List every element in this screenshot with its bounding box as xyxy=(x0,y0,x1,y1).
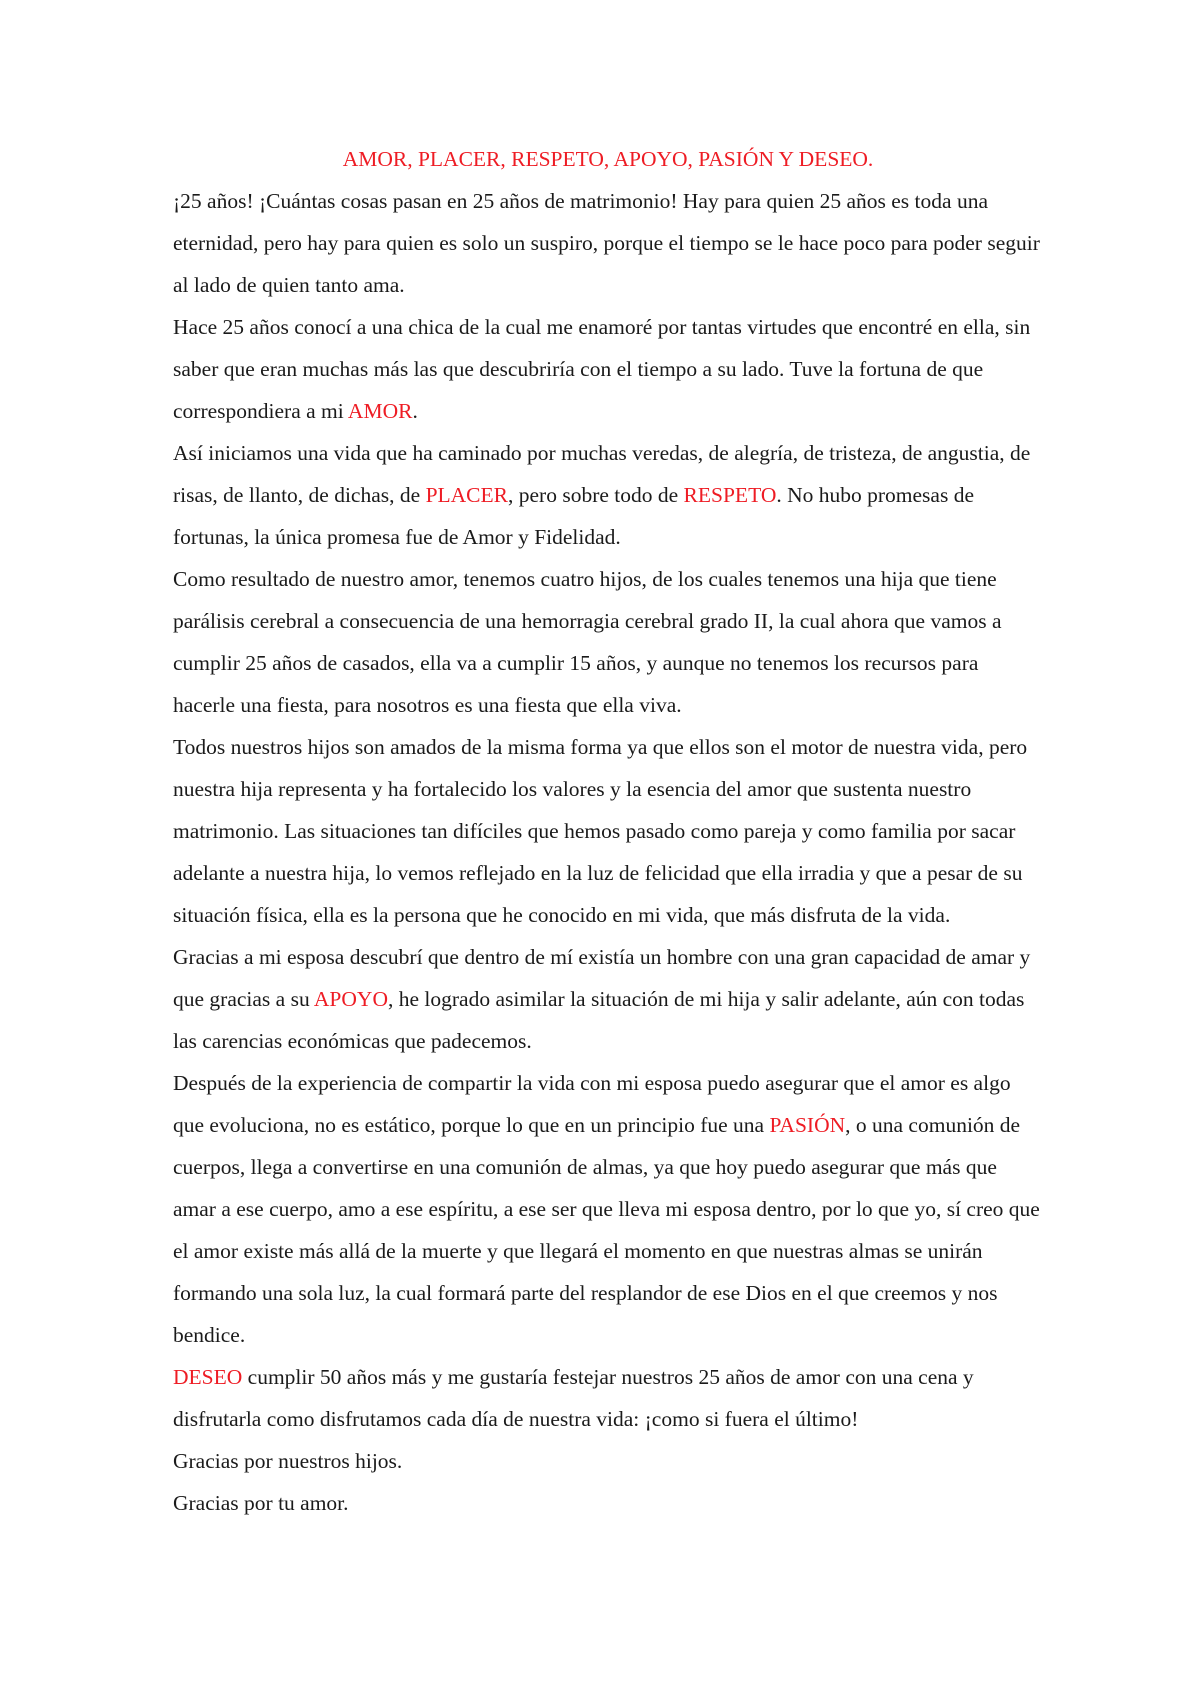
paragraph-text: , he logrado asimilar la situación de mi hija y salir adelante, aún con todas las carencias económicas que padecemos. xyxy=(173,987,1025,1053)
highlight-respeto: RESPETO xyxy=(683,483,777,507)
document-title: AMOR, PLACER, RESPETO, APOYO, PASIÓN Y DESEO. xyxy=(342,147,874,171)
closing-line-children: Gracias por nuestros hijos. xyxy=(173,1449,403,1473)
highlight-pasion: PASIÓN xyxy=(769,1113,846,1137)
paragraph-text: Así iniciamos una vida que ha caminado por muchas veredas, de alegría, de tristeza, de angustia, de risas, de llanto, de dichas, de xyxy=(173,441,1031,507)
paragraph-text: . No hubo promesas de fortunas, la única promesa fue de Amor y Fidelidad. xyxy=(173,483,974,549)
paragraph-text: , pero sobre todo de xyxy=(508,483,684,507)
highlight-apoyo: APOYO xyxy=(313,987,388,1011)
document-body xyxy=(173,138,1043,1524)
paragraph-wish xyxy=(173,1356,1043,1440)
paragraph-text: . xyxy=(412,399,418,423)
paragraph-life-together xyxy=(173,432,1043,558)
highlight-amor: AMOR xyxy=(347,399,413,423)
paragraph-text: Gracias a mi esposa descubrí que dentro de mí existía un hombre con una gran capacidad de amar y que gracias a su xyxy=(173,945,1031,1011)
paragraph-daughter: Todos nuestros hijos son amados de la misma forma ya que ellos son el motor de nuestra vida, pero nuestra hija representa y ha fortalecido los valores y la esencia del amor que sustenta nuestro matrimonio. Las situaciones tan difíciles que hemos pasado como pareja y como familia por sacar adelante a nuestra hija, lo vemos reflejado en la luz de felicidad que ella irradia y que a pesar de su situación física, ella es la persona que he conocido en mi vida, que más disfruta de la vida. xyxy=(173,735,1028,927)
paragraph-intro: ¡25 años! ¡Cuántas cosas pasan en 25 años de matrimonio! Hay para quien 25 años es toda una eternidad, pero hay para quien es solo un suspiro, porque el tiempo se le hace poco para poder seguir al lado de quien tanto ama. xyxy=(173,189,1040,297)
highlight-placer: PLACER xyxy=(425,483,508,507)
paragraph-text: , o una comunión de cuerpos, llega a convertirse en una comunión de almas, ya que hoy puedo asegurar que más que amar a ese cuerpo, amo a ese espíritu, a ese ser que lleva mi esposa dentro, por lo que yo, sí creo que el amor existe más allá de la muerte y que llegará el momento en que nuestras almas se unirán formando una sola luz, la cual formará parte del resplandor de ese Dios en el que creemos y nos bendice. xyxy=(173,1113,1040,1347)
paragraph-support xyxy=(173,936,1043,1062)
paragraph-met-wife xyxy=(173,306,1043,432)
closing-line-love: Gracias por tu amor. xyxy=(173,1491,349,1515)
paragraph-text: Después de la experiencia de compartir la vida con mi esposa puedo asegurar que el amor es algo que evoluciona, no es estático, porque lo que en un principio fue una xyxy=(173,1071,1011,1137)
highlight-deseo: DESEO xyxy=(173,1365,243,1389)
paragraph-text: Hace 25 años conocí a una chica de la cual me enamoré por tantas virtudes que encontré en ella, sin saber que eran muchas más las que descubriría con el tiempo a su lado. Tuve la fortuna de que correspondiera a mi xyxy=(173,315,1031,423)
paragraph-text: cumplir 50 años más y me gustaría festejar nuestros 25 años de amor con una cena y disfrutarla como disfrutamos cada día de nuestra vida: ¡como si fuera el último! xyxy=(173,1365,974,1431)
paragraph-children: Como resultado de nuestro amor, tenemos cuatro hijos, de los cuales tenemos una hija que tiene parálisis cerebral a consecuencia de una hemorragia cerebral grado II, la cual ahora que vamos a cumplir 25 años de casados, ella va a cumplir 15 años, y aunque no tenemos los recursos para hacerle una fiesta, para nosotros es una fiesta que ella viva. xyxy=(173,567,1002,717)
paragraph-love-evolves xyxy=(173,1062,1043,1356)
